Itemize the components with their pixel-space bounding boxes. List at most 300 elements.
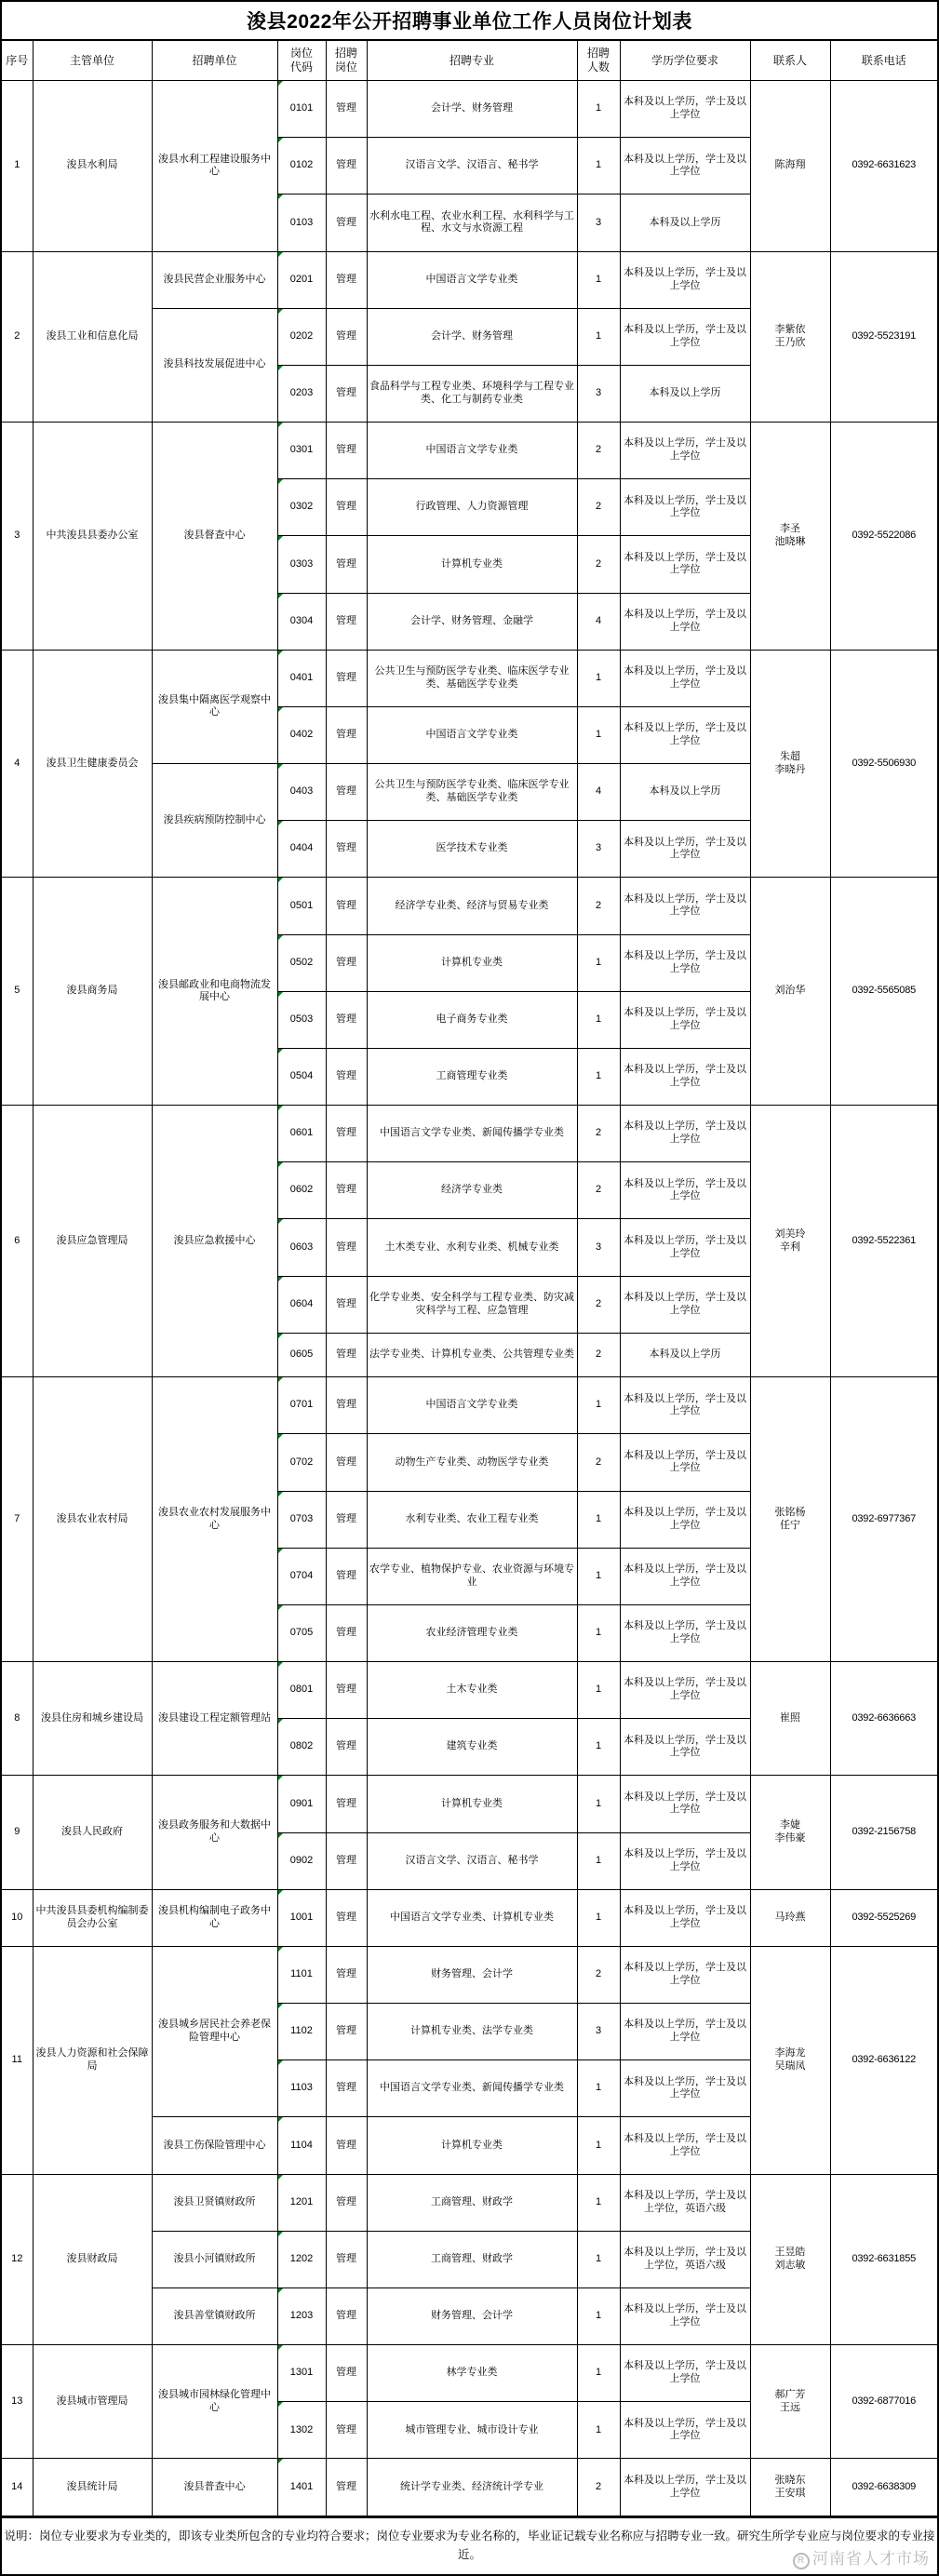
comment-marker-icon — [278, 1049, 283, 1053]
cell-contact-phone: 0392-2156758 — [830, 1776, 938, 1889]
col-header-major: 招聘专业 — [367, 40, 577, 81]
note-text: 说明：岗位专业要求为专业类的，即该专业类所包含的专业均符合要求；岗位专业要求为专业名称的，毕业证记载专业名称应与招聘专业一致。研究生所学专业应与岗位要求的专业接近。 — [4, 2529, 935, 2561]
cell-job-code: 0103 — [277, 195, 326, 251]
cell-headcount: 2 — [577, 878, 620, 934]
cell-job-code: 1202 — [277, 2231, 326, 2288]
cell-job-code: 0602 — [277, 1162, 326, 1219]
cell-education: 本科及以上学历 — [620, 195, 750, 251]
cell-job-post: 管理 — [326, 1719, 367, 1776]
cell-headcount: 2 — [577, 479, 620, 536]
cell-job-post: 管理 — [326, 821, 367, 878]
cell-job-code: 0101 — [277, 81, 326, 138]
comment-marker-icon — [278, 878, 283, 882]
cell-education: 本科及以上学历，学士及以上学位 — [620, 2402, 750, 2459]
cell-major: 中国语言文学专业类、新闻传播学专业类 — [367, 2060, 577, 2117]
cell-recruiting-unit: 浚县集中隔离医学观察中心 — [152, 650, 277, 763]
cell-major: 农业经济管理专业类 — [367, 1604, 577, 1661]
cell-education: 本科及以上学历，学士及以上学位 — [620, 1946, 750, 2003]
note-cell — [1, 2517, 938, 2575]
cell-job-code: 0404 — [277, 821, 326, 878]
cell-job-post: 管理 — [326, 1276, 367, 1333]
cell-job-post: 管理 — [326, 1776, 367, 1832]
cell-education: 本科及以上学历，学士及以上学位 — [620, 1219, 750, 1276]
job-plan-table — [0, 39, 939, 2517]
cell-recruiting-unit: 浚县应急救援中心 — [152, 1106, 277, 1377]
title-bar — [0, 0, 939, 39]
cell-education: 本科及以上学历，学士及以上学位 — [620, 1162, 750, 1219]
cell-headcount: 1 — [577, 1832, 620, 1889]
cell-job-code: 0901 — [277, 1776, 326, 1832]
cell-job-code: 1104 — [277, 2117, 326, 2174]
comment-marker-icon — [278, 1219, 283, 1224]
comment-marker-icon — [278, 2402, 283, 2407]
col-header-supervisor: 主管单位 — [33, 40, 152, 81]
cell-headcount: 3 — [577, 195, 620, 251]
comment-marker-icon — [278, 1776, 283, 1780]
cell-job-code: 0701 — [277, 1377, 326, 1434]
comment-marker-icon — [278, 2459, 283, 2463]
cell-major: 土木类专业、水利专业类、机械专业类 — [367, 1219, 577, 1276]
page-title: 浚县2022年公开招聘事业单位工作人员岗位计划表 — [247, 11, 692, 33]
table-row — [1, 1776, 938, 1832]
cell-job-code: 0102 — [277, 138, 326, 195]
cell-major: 中国语言文学专业类、计算机专业类 — [367, 1889, 577, 1946]
cell-education: 本科及以上学历，学士及以上学位，英语六级 — [620, 2174, 750, 2231]
comment-marker-icon — [278, 2004, 283, 2008]
cell-seq: 13 — [1, 2345, 33, 2459]
cell-headcount: 1 — [577, 2231, 620, 2288]
cell-job-code: 0202 — [277, 308, 326, 365]
cell-recruiting-unit: 浚县科技发展促进中心 — [152, 308, 277, 422]
table-row — [1, 81, 938, 138]
cell-headcount: 1 — [577, 650, 620, 706]
cell-headcount: 1 — [577, 308, 620, 365]
cell-seq: 1 — [1, 81, 33, 252]
cell-contact-person: 郝广芳 王远 — [750, 2345, 830, 2459]
table-row — [1, 1889, 938, 1946]
cell-job-post: 管理 — [326, 1106, 367, 1162]
cell-job-post: 管理 — [326, 1377, 367, 1434]
table-row — [1, 1106, 938, 1162]
col-header-code-line2: 代码 — [289, 60, 313, 74]
cell-contact-person: 陈海翔 — [750, 81, 830, 252]
cell-contact-person: 李圣 池晓琳 — [750, 423, 830, 651]
cell-job-post: 管理 — [326, 650, 367, 706]
cell-job-post: 管理 — [326, 138, 367, 195]
comment-marker-icon — [278, 309, 283, 314]
cell-contact-phone: 0392-6636663 — [830, 1662, 938, 1776]
watermark-text: 河南省人才市场 — [812, 2550, 930, 2569]
cell-contact-person: 王昱皓 刘志敏 — [750, 2174, 830, 2345]
cell-headcount: 1 — [577, 2288, 620, 2344]
cell-seq: 10 — [1, 1889, 33, 1946]
cell-recruiting-unit: 浚县政务服务和大数据中心 — [152, 1776, 277, 1889]
cell-headcount: 3 — [577, 2004, 620, 2060]
cell-supervisor: 浚县人民政府 — [33, 1776, 152, 1889]
comment-marker-icon — [278, 1833, 283, 1838]
col-header-code-line1: 岗位 — [289, 47, 313, 60]
cell-recruiting-unit: 浚县小河镇财政所 — [152, 2231, 277, 2288]
cell-education: 本科及以上学历，学士及以上学位 — [620, 1491, 750, 1548]
cell-major: 会计学、财务管理、金融学 — [367, 593, 577, 650]
cell-education: 本科及以上学历，学士及以上学位 — [620, 1434, 750, 1491]
cell-contact-phone: 0392-6877016 — [830, 2345, 938, 2459]
cell-major: 计算机专业类 — [367, 2117, 577, 2174]
cell-seq: 12 — [1, 2174, 33, 2345]
cell-headcount: 1 — [577, 81, 620, 138]
cell-job-code: 1102 — [277, 2004, 326, 2060]
cell-job-post: 管理 — [326, 251, 367, 308]
cell-recruiting-unit: 浚县卫贤镇财政所 — [152, 2174, 277, 2231]
cell-job-code: 0703 — [277, 1491, 326, 1548]
cell-major: 水利水电工程、农业水利工程、水利科学与工程、水文与水资源工程 — [367, 195, 577, 251]
cell-job-code: 1103 — [277, 2060, 326, 2117]
comment-marker-icon — [278, 1277, 283, 1281]
comment-marker-icon — [278, 1377, 283, 1382]
cell-job-code: 0503 — [277, 991, 326, 1048]
cell-job-post: 管理 — [326, 1832, 367, 1889]
cell-education: 本科及以上学历，学士及以上学位 — [620, 991, 750, 1048]
cell-recruiting-unit: 浚县疾病预防控制中心 — [152, 764, 277, 878]
comment-marker-icon — [278, 651, 283, 655]
cell-headcount: 1 — [577, 251, 620, 308]
table-row — [1, 1662, 938, 1719]
cell-major: 计算机专业类、法学专业类 — [367, 2004, 577, 2060]
cell-job-code: 0303 — [277, 536, 326, 593]
cell-education: 本科及以上学历，学士及以上学位 — [620, 878, 750, 934]
cell-supervisor: 浚县工业和信息化局 — [33, 251, 152, 423]
cell-job-code: 0501 — [277, 878, 326, 934]
cell-contact-phone: 0392-6631855 — [830, 2174, 938, 2345]
cell-contact-person: 朱超 李晓丹 — [750, 650, 830, 878]
comment-marker-icon — [278, 536, 283, 541]
cell-supervisor: 浚县商务局 — [33, 878, 152, 1106]
table-header — [1, 40, 938, 81]
comment-marker-icon — [278, 707, 283, 712]
cell-major: 公共卫生与预防医学专业类、临床医学专业类、基础医学专业类 — [367, 650, 577, 706]
cell-major: 电子商务专业类 — [367, 991, 577, 1048]
comment-marker-icon — [278, 138, 283, 142]
cell-job-code: 0605 — [277, 1333, 326, 1376]
cell-major: 财务管理、会计学 — [367, 2288, 577, 2344]
cell-headcount: 1 — [577, 1048, 620, 1105]
cell-major: 建筑专业类 — [367, 1719, 577, 1776]
cell-contact-phone: 0392-6631623 — [830, 81, 938, 252]
cell-job-post: 管理 — [326, 1219, 367, 1276]
cell-education: 本科及以上学历，学士及以上学位 — [620, 2117, 750, 2174]
cell-job-code: 1001 — [277, 1889, 326, 1946]
cell-education: 本科及以上学历 — [620, 365, 750, 422]
cell-contact-phone: 0392-5506930 — [830, 650, 938, 878]
cell-education: 本科及以上学历，学士及以上学位，英语六级 — [620, 2231, 750, 2288]
note-table — [0, 2517, 939, 2576]
cell-education: 本科及以上学历，学士及以上学位 — [620, 1662, 750, 1719]
col-header-unit: 招聘单位 — [152, 40, 277, 81]
cell-recruiting-unit: 浚县工伤保险管理中心 — [152, 2117, 277, 2174]
cell-major: 经济学专业类、经济与贸易专业类 — [367, 878, 577, 934]
cell-job-post: 管理 — [326, 934, 367, 991]
cell-job-post: 管理 — [326, 1333, 367, 1376]
cell-headcount: 2 — [577, 1434, 620, 1491]
cell-job-code: 0504 — [277, 1048, 326, 1105]
cell-contact-phone: 0392-5522361 — [830, 1106, 938, 1377]
cell-job-post: 管理 — [326, 1048, 367, 1105]
cell-job-code: 0704 — [277, 1548, 326, 1604]
cell-headcount: 4 — [577, 593, 620, 650]
cell-major: 土木专业类 — [367, 1662, 577, 1719]
cell-education: 本科及以上学历，学士及以上学位 — [620, 2459, 750, 2516]
comment-marker-icon — [278, 252, 283, 257]
comment-marker-icon — [278, 1106, 283, 1110]
cell-major: 工商管理、财政学 — [367, 2174, 577, 2231]
comment-marker-icon — [278, 2175, 283, 2180]
col-header-phone: 联系电话 — [830, 40, 938, 81]
cell-major: 会计学、财务管理 — [367, 81, 577, 138]
table-body — [1, 81, 938, 2516]
cell-headcount: 1 — [577, 1491, 620, 1548]
cell-job-post: 管理 — [326, 2345, 367, 2402]
cell-major: 林学专业类 — [367, 2345, 577, 2402]
comment-marker-icon — [278, 2288, 283, 2293]
cell-recruiting-unit: 浚县城乡居民社会养老保险管理中心 — [152, 1946, 277, 2117]
cell-education: 本科及以上学历，学士及以上学位 — [620, 2060, 750, 2117]
comment-marker-icon — [278, 1434, 283, 1439]
cell-recruiting-unit: 浚县督查中心 — [152, 423, 277, 651]
cell-job-post: 管理 — [326, 2231, 367, 2288]
cell-headcount: 2 — [577, 1946, 620, 2003]
table-row — [1, 1946, 938, 2003]
col-header-post-line1: 招聘 — [334, 47, 357, 60]
cell-job-post: 管理 — [326, 195, 367, 251]
cell-major: 农学专业、植物保护专业、农业资源与环境专业 — [367, 1548, 577, 1604]
cell-job-post: 管理 — [326, 536, 367, 593]
header-row — [1, 40, 938, 81]
comment-marker-icon — [278, 2345, 283, 2350]
cell-job-post: 管理 — [326, 2288, 367, 2344]
cell-job-code: 0203 — [277, 365, 326, 422]
cell-recruiting-unit: 浚县邮政业和电商物流发展中心 — [152, 878, 277, 1106]
cell-contact-person: 张铭杨 任宁 — [750, 1377, 830, 1662]
comment-marker-icon — [278, 1947, 283, 1952]
cell-supervisor: 浚县应急管理局 — [33, 1106, 152, 1377]
cell-job-code: 1203 — [277, 2288, 326, 2344]
cell-seq: 2 — [1, 251, 33, 423]
table-row — [1, 1377, 938, 1434]
col-header-contact: 联系人 — [750, 40, 830, 81]
cell-job-code: 0402 — [277, 706, 326, 763]
cell-recruiting-unit: 浚县机构编制电子政务中心 — [152, 1889, 277, 1946]
cell-education: 本科及以上学历，学士及以上学位 — [620, 2345, 750, 2402]
comment-marker-icon — [278, 1162, 283, 1167]
cell-education: 本科及以上学历 — [620, 1333, 750, 1376]
cell-headcount: 1 — [577, 1548, 620, 1604]
cell-contact-phone: 0392-5565085 — [830, 878, 938, 1106]
cell-education: 本科及以上学历，学士及以上学位 — [620, 1106, 750, 1162]
watermark-badge-icon: R — [793, 2553, 810, 2569]
cell-supervisor: 浚县统计局 — [33, 2459, 152, 2516]
cell-major: 工商管理、财政学 — [367, 2231, 577, 2288]
cell-education: 本科及以上学历，学士及以上学位 — [620, 308, 750, 365]
cell-job-code: 0304 — [277, 593, 326, 650]
cell-job-code: 0502 — [277, 934, 326, 991]
cell-job-post: 管理 — [326, 2060, 367, 2117]
note-row — [1, 2517, 938, 2575]
cell-job-post: 管理 — [326, 308, 367, 365]
cell-headcount: 1 — [577, 2402, 620, 2459]
table-row — [1, 423, 938, 479]
cell-job-post: 管理 — [326, 764, 367, 821]
cell-major: 中国语言文学专业类 — [367, 1377, 577, 1434]
cell-job-code: 1302 — [277, 2402, 326, 2459]
cell-contact-person: 张晓东 王安琪 — [750, 2459, 830, 2516]
cell-job-post: 管理 — [326, 423, 367, 479]
cell-seq: 9 — [1, 1776, 33, 1889]
cell-job-post: 管理 — [326, 1889, 367, 1946]
cell-education: 本科及以上学历，学士及以上学位 — [620, 2004, 750, 2060]
comment-marker-icon — [278, 1334, 283, 1338]
table-row — [1, 251, 938, 308]
col-header-count — [577, 40, 620, 81]
cell-contact-phone: 0392-6638309 — [830, 2459, 938, 2516]
cell-recruiting-unit: 浚县建设工程定额管理站 — [152, 1662, 277, 1776]
col-header-education: 学历学位要求 — [620, 40, 750, 81]
cell-major: 会计学、财务管理 — [367, 308, 577, 365]
cell-seq: 5 — [1, 878, 33, 1106]
table-row — [1, 650, 938, 706]
cell-seq: 4 — [1, 650, 33, 878]
cell-major: 经济学专业类 — [367, 1162, 577, 1219]
col-header-code — [277, 40, 326, 81]
cell-contact-person: 马玲燕 — [750, 1889, 830, 1946]
cell-job-post: 管理 — [326, 1548, 367, 1604]
cell-headcount: 1 — [577, 934, 620, 991]
cell-contact-person: 刘治华 — [750, 878, 830, 1106]
cell-education: 本科及以上学历，学士及以上学位 — [620, 1377, 750, 1434]
col-header-count-line1: 招聘 — [586, 47, 610, 60]
cell-supervisor: 浚县财政局 — [33, 2174, 152, 2345]
table-row — [1, 2459, 938, 2516]
cell-major: 计算机专业类 — [367, 536, 577, 593]
cell-headcount: 1 — [577, 2117, 620, 2174]
cell-major: 统计学专业类、经济统计学专业 — [367, 2459, 577, 2516]
cell-headcount: 2 — [577, 1162, 620, 1219]
comment-marker-icon — [278, 935, 283, 940]
comment-marker-icon — [278, 366, 283, 370]
cell-recruiting-unit: 浚县民营企业服务中心 — [152, 251, 277, 308]
cell-job-code: 0902 — [277, 1832, 326, 1889]
cell-education: 本科及以上学历，学士及以上学位 — [620, 706, 750, 763]
cell-education: 本科及以上学历，学士及以上学位 — [620, 650, 750, 706]
comment-marker-icon — [278, 1662, 283, 1667]
cell-major: 中国语言文学专业类 — [367, 706, 577, 763]
cell-job-code: 0802 — [277, 1719, 326, 1776]
cell-major: 公共卫生与预防医学专业类、临床医学专业类、基础医学专业类 — [367, 764, 577, 821]
cell-headcount: 1 — [577, 1719, 620, 1776]
comment-marker-icon — [278, 1719, 283, 1724]
comment-marker-icon — [278, 423, 283, 427]
cell-job-code: 0603 — [277, 1219, 326, 1276]
cell-supervisor: 浚县农业农村局 — [33, 1377, 152, 1662]
cell-job-post: 管理 — [326, 2459, 367, 2516]
cell-headcount: 1 — [577, 991, 620, 1048]
cell-major: 法学专业类、计算机专业类、公共管理专业类 — [367, 1333, 577, 1376]
cell-headcount: 1 — [577, 1604, 620, 1661]
cell-headcount: 1 — [577, 1889, 620, 1946]
comment-marker-icon — [278, 1549, 283, 1553]
cell-headcount: 1 — [577, 2174, 620, 2231]
cell-headcount: 2 — [577, 2459, 620, 2516]
cell-seq: 14 — [1, 2459, 33, 2516]
cell-education: 本科及以上学历，学士及以上学位 — [620, 1548, 750, 1604]
cell-education: 本科及以上学历，学士及以上学位 — [620, 1719, 750, 1776]
cell-education: 本科及以上学历，学士及以上学位 — [620, 821, 750, 878]
cell-supervisor: 中共浚县县委办公室 — [33, 423, 152, 651]
cell-job-post: 管理 — [326, 479, 367, 536]
cell-recruiting-unit: 浚县城市园林绿化管理中心 — [152, 2345, 277, 2459]
cell-education: 本科及以上学历，学士及以上学位 — [620, 81, 750, 138]
cell-major: 汉语言文学、汉语言、秘书学 — [367, 1832, 577, 1889]
cell-education: 本科及以上学历，学士及以上学位 — [620, 536, 750, 593]
comment-marker-icon — [278, 81, 283, 86]
cell-job-post: 管理 — [326, 593, 367, 650]
cell-education: 本科及以上学历，学士及以上学位 — [620, 2288, 750, 2344]
cell-job-post: 管理 — [326, 81, 367, 138]
cell-contact-person: 崔照 — [750, 1662, 830, 1776]
cell-job-post: 管理 — [326, 2402, 367, 2459]
cell-major: 计算机专业类 — [367, 934, 577, 991]
cell-seq: 11 — [1, 1946, 33, 2174]
table-row — [1, 2345, 938, 2402]
cell-job-code: 0702 — [277, 1434, 326, 1491]
cell-recruiting-unit: 浚县农业农村发展服务中心 — [152, 1377, 277, 1662]
cell-education: 本科及以上学历 — [620, 764, 750, 821]
cell-job-code: 1101 — [277, 1946, 326, 2003]
cell-education: 本科及以上学历，学士及以上学位 — [620, 1048, 750, 1105]
cell-major: 中国语言文学专业类 — [367, 423, 577, 479]
cell-education: 本科及以上学历，学士及以上学位 — [620, 1276, 750, 1333]
cell-job-code: 0801 — [277, 1662, 326, 1719]
col-header-post-line2: 岗位 — [334, 60, 357, 74]
cell-contact-phone: 0392-6977367 — [830, 1377, 938, 1662]
cell-headcount: 2 — [577, 1106, 620, 1162]
cell-seq: 7 — [1, 1377, 33, 1662]
cell-job-post: 管理 — [326, 2117, 367, 2174]
cell-education: 本科及以上学历，学士及以上学位 — [620, 251, 750, 308]
cell-job-post: 管理 — [326, 878, 367, 934]
cell-job-post: 管理 — [326, 706, 367, 763]
cell-headcount: 2 — [577, 1333, 620, 1376]
cell-supervisor: 浚县城市管理局 — [33, 2345, 152, 2459]
cell-major: 城市管理专业、城市设计专业 — [367, 2402, 577, 2459]
cell-headcount: 3 — [577, 365, 620, 422]
comment-marker-icon — [278, 821, 283, 825]
cell-job-code: 1301 — [277, 2345, 326, 2402]
cell-contact-phone: 0392-5525269 — [830, 1889, 938, 1946]
cell-recruiting-unit: 浚县水利工程建设服务中心 — [152, 81, 277, 252]
cell-job-post: 管理 — [326, 1434, 367, 1491]
cell-headcount: 1 — [577, 2345, 620, 2402]
cell-contact-person: 李婕 李伟豪 — [750, 1776, 830, 1889]
col-header-count-line2: 人数 — [586, 60, 610, 74]
cell-contact-person: 李紫依 王乃欣 — [750, 251, 830, 423]
cell-education: 本科及以上学历，学士及以上学位 — [620, 423, 750, 479]
cell-job-code: 1401 — [277, 2459, 326, 2516]
cell-headcount: 3 — [577, 821, 620, 878]
cell-job-post: 管理 — [326, 1946, 367, 2003]
col-header-seq: 序号 — [1, 40, 33, 81]
cell-major: 汉语言文学、汉语言、秘书学 — [367, 138, 577, 195]
cell-headcount: 3 — [577, 1219, 620, 1276]
